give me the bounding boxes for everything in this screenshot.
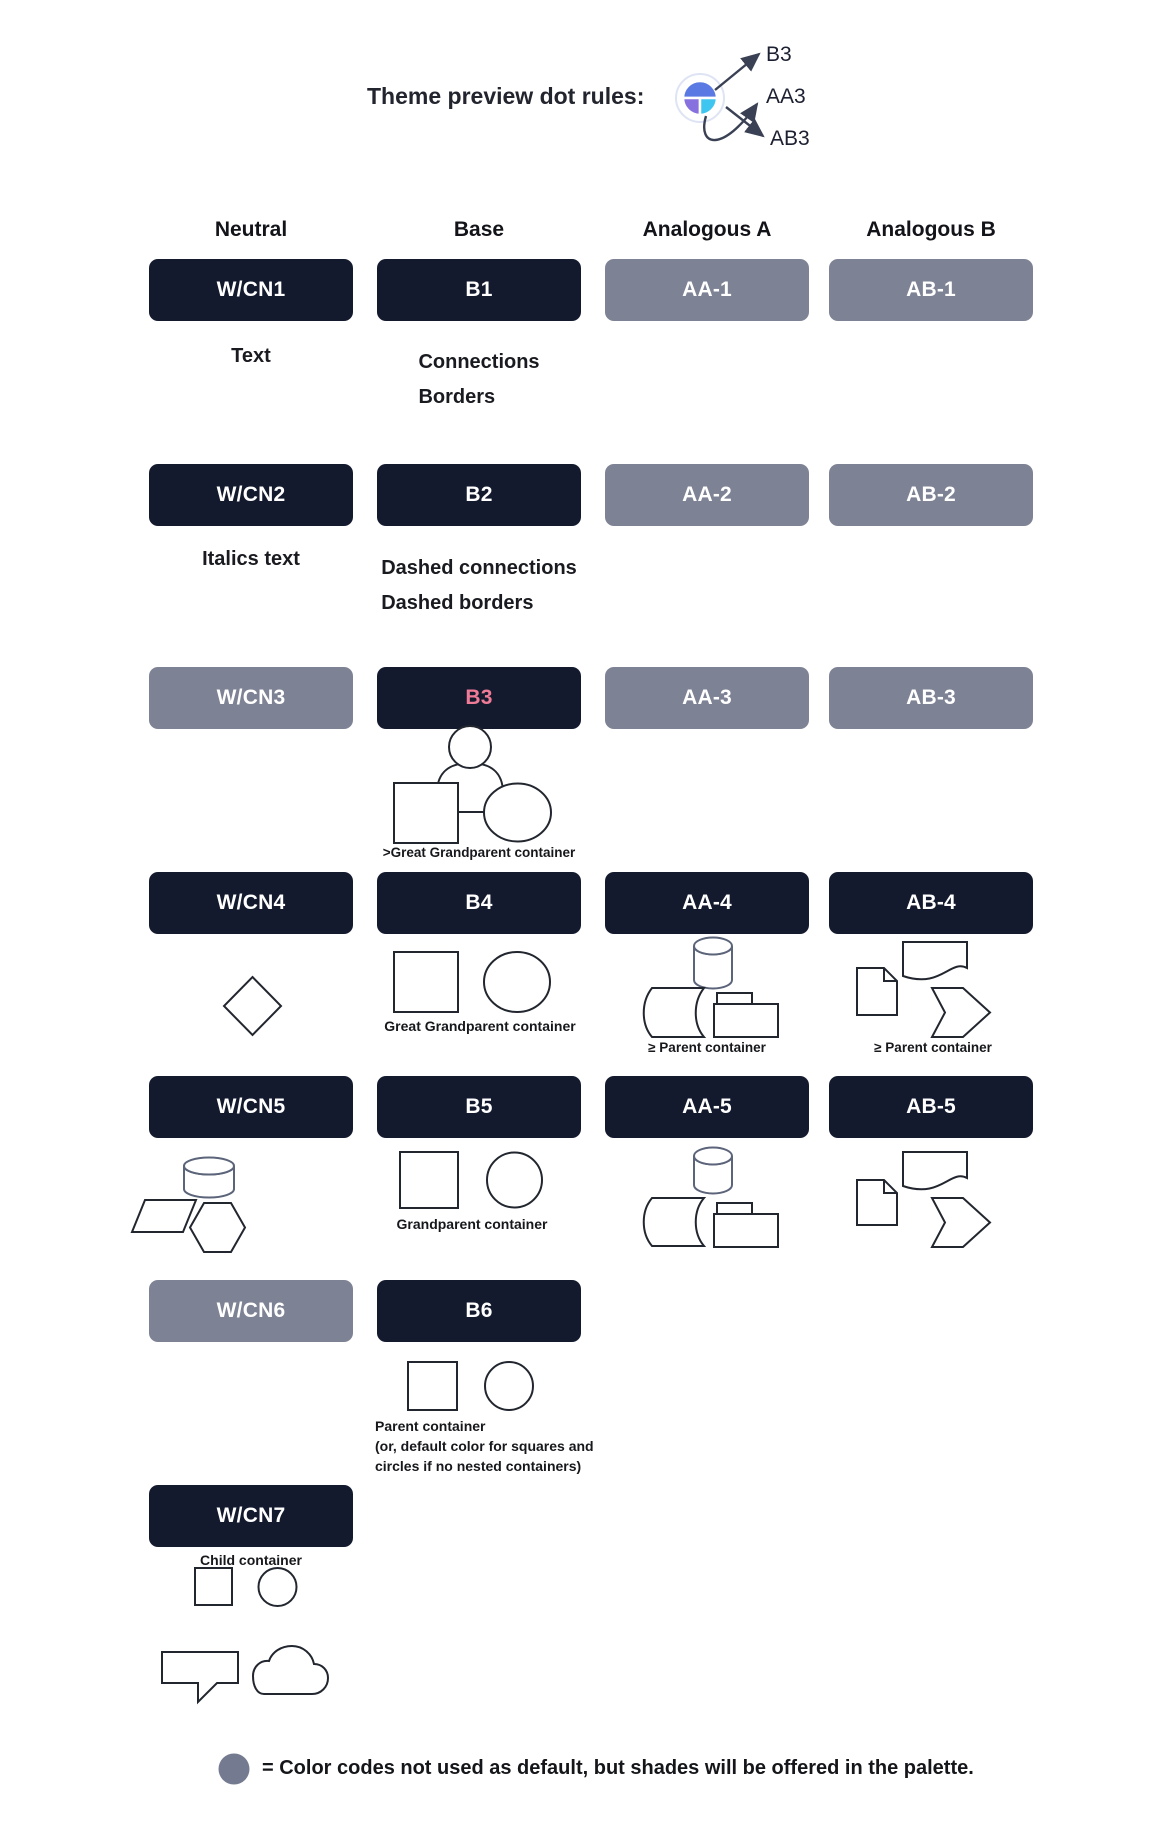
swatch-ab3: AB-3 [829, 667, 1033, 729]
dot-label-b3: B3 [766, 43, 792, 66]
chevron-ribbon-icon [932, 988, 990, 1037]
dot-label-ab3: AB3 [770, 127, 810, 150]
swatch-ab4: AB-4 [829, 872, 1033, 934]
caption-grandparent: Grandparent container [396, 1216, 548, 1232]
circle-icon [259, 1568, 297, 1606]
aa4-shapes [644, 938, 778, 1038]
caption-dashed-borders: Dashed borders [381, 592, 534, 614]
b5-shapes [400, 1152, 542, 1208]
cloud-icon [253, 1646, 328, 1694]
square-icon [195, 1568, 232, 1605]
cylinder-top-icon [694, 1148, 732, 1165]
page-title: Theme preview dot rules: [367, 83, 645, 109]
speech-bubble-icon [162, 1652, 238, 1702]
caption-connections: Connections [418, 351, 540, 373]
wavy-banner-icon [903, 1152, 967, 1189]
circle-icon [485, 1362, 533, 1410]
arrow-to-b3 [715, 54, 759, 90]
document-icon [857, 968, 897, 1015]
swatch-wcn3: W/CN3 [149, 667, 353, 729]
caption-parent-line3: circles if no nested containers) [375, 1458, 582, 1474]
chevron-ribbon-icon [932, 1198, 990, 1247]
dot-segment-blue [683, 81, 717, 98]
swatch-b5: B5 [377, 1076, 581, 1138]
dot-segment-purple [683, 98, 700, 115]
diamond-icon [224, 977, 281, 1035]
theme-preview-dot-icon [676, 74, 724, 122]
caption-gte-parent-aa: ≥ Parent container [648, 1040, 766, 1055]
caption-great-grandparent: Great Grandparent container [384, 1018, 576, 1034]
legend-text: = Color codes not used as default, but shades will be offered in the palette. [262, 1757, 974, 1779]
swatch-aa5: AA-5 [605, 1076, 809, 1138]
caption-text: Text [231, 345, 271, 367]
person-head-icon [449, 726, 491, 768]
b3-shapes [394, 726, 551, 843]
b4-shapes [394, 952, 550, 1012]
circle-icon [484, 784, 551, 842]
dot-segment-cyan [700, 98, 717, 115]
swatch-wcn6: W/CN6 [149, 1280, 353, 1342]
swatch-ab1: AB-1 [829, 259, 1033, 321]
column-header-analogous-b: Analogous B [866, 218, 996, 241]
circle-icon [487, 1153, 542, 1208]
swatch-aa3: AA-3 [605, 667, 809, 729]
column-header-neutral: Neutral [214, 218, 288, 241]
hexagon-icon [190, 1203, 245, 1252]
swatch-b6: B6 [377, 1280, 581, 1342]
caption-borders: Borders [418, 386, 496, 408]
caption-parent-line1: Parent container [375, 1418, 486, 1434]
cylinder-top-icon [694, 938, 732, 955]
square-icon [394, 952, 458, 1012]
legend-dot-icon [219, 1754, 250, 1785]
square-icon [400, 1152, 458, 1208]
circle-icon [484, 952, 550, 1012]
ab5-shapes [857, 1152, 990, 1247]
swatch-b3: B3 [377, 667, 581, 729]
column-header-base: Base [453, 218, 505, 241]
swatch-b2: B2 [377, 464, 581, 526]
parallelogram-icon [132, 1200, 196, 1232]
square-icon [394, 783, 458, 843]
dot-label-aa3: AA3 [766, 85, 806, 108]
caption-child-container: Child container [200, 1552, 302, 1568]
swatch-wcn5: W/CN5 [149, 1076, 353, 1138]
wcn7-shapes [162, 1568, 328, 1702]
square-icon [408, 1362, 457, 1410]
swatch-wcn2: W/CN2 [149, 464, 353, 526]
caption-gte-parent-ab: ≥ Parent container [874, 1040, 992, 1055]
document-icon [857, 1180, 897, 1225]
swatch-aa1: AA-1 [605, 259, 809, 321]
ab4-shapes [857, 942, 990, 1037]
swatch-b4: B4 [377, 872, 581, 934]
swatch-wcn4: W/CN4 [149, 872, 353, 934]
swatch-wcn1: W/CN1 [149, 259, 353, 321]
wcn5-shapes [132, 1158, 245, 1253]
cylinder-top-icon [184, 1158, 234, 1175]
card-icon [714, 1004, 778, 1037]
swatch-wcn7: W/CN7 [149, 1485, 353, 1547]
aa5-shapes [644, 1148, 778, 1248]
b6-shapes [408, 1362, 533, 1410]
caption-gt-great-grandparent: >Great Grandparent container [382, 845, 576, 860]
swatch-ab5: AB-5 [829, 1076, 1033, 1138]
card-icon [714, 1214, 778, 1247]
swatch-aa2: AA-2 [605, 464, 809, 526]
caption-dashed-connections: Dashed connections [381, 557, 577, 579]
swatch-ab2: AB-2 [829, 464, 1033, 526]
stored-data-icon [644, 988, 704, 1037]
stored-data-icon [644, 1198, 704, 1246]
swatch-b1: B1 [377, 259, 581, 321]
caption-parent-line2: (or, default color for squares and [375, 1438, 594, 1454]
swatch-aa4: AA-4 [605, 872, 809, 934]
caption-italics-text: Italics text [202, 548, 300, 570]
column-header-analogous-a: Analogous A [642, 218, 772, 241]
wavy-banner-icon [903, 942, 967, 979]
